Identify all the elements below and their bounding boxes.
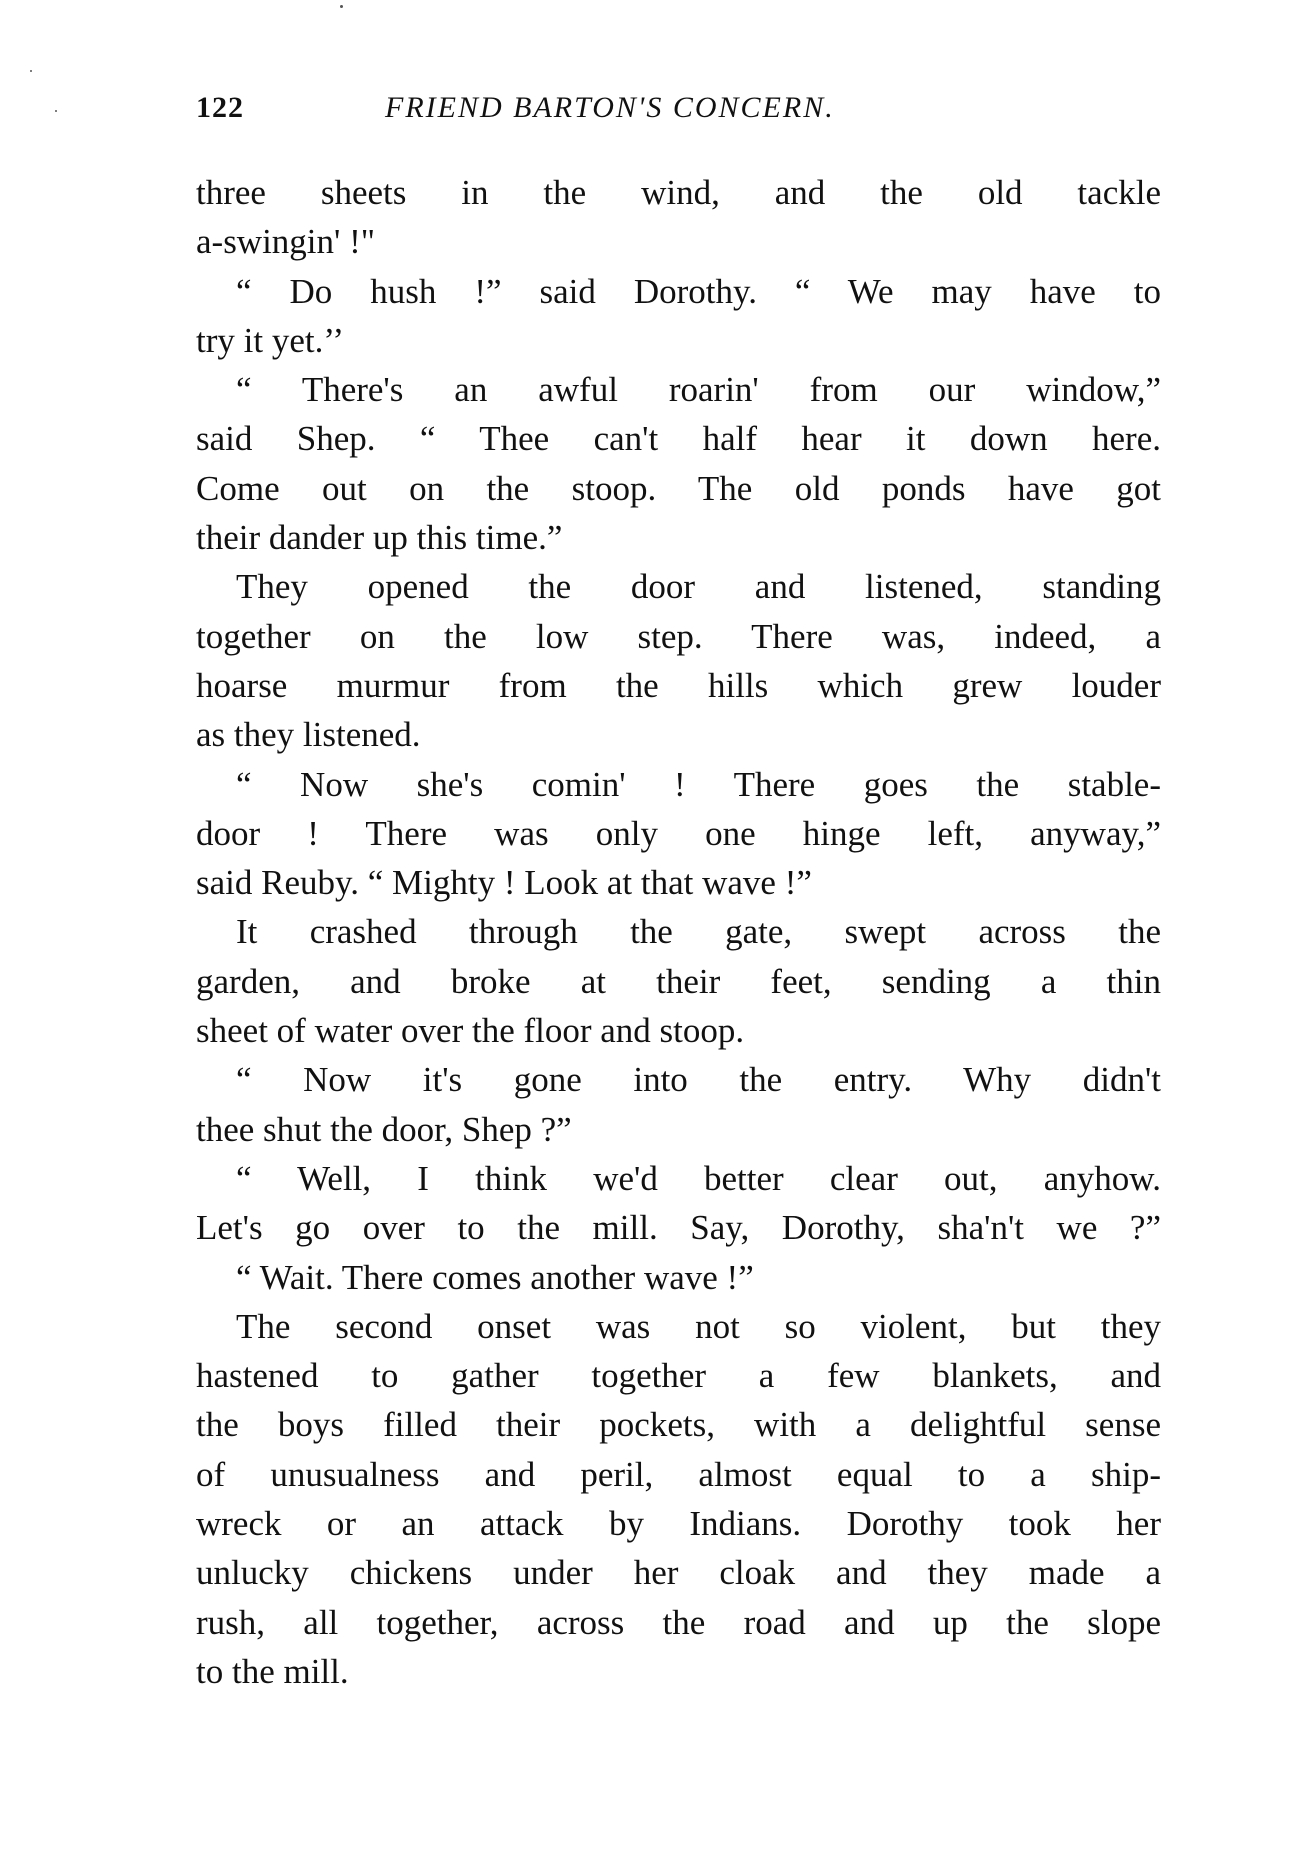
text-line: as they listened. — [196, 715, 421, 755]
ink-speck — [340, 5, 343, 8]
text-line: a-swingin' !" — [196, 222, 376, 262]
text-line: “ Now it's gone into the entry. Why didn't — [236, 1060, 1161, 1100]
text-line: “ Now she's comin' ! There goes the stable- — [236, 764, 1161, 804]
text-line: “ Well, I think we'd better clear out, anyhow. — [236, 1158, 1161, 1198]
text-line: try it yet.’’ — [196, 320, 345, 360]
text-line: Let's go over to the mill. Say, Dorothy, sha'n't we ?” — [196, 1208, 1161, 1248]
text-line: wreck or an attack by Indians. Dorothy took her — [196, 1504, 1161, 1544]
text-line: of unusualness and peril, almost equal to a ship- — [196, 1454, 1161, 1494]
text-line: door ! There was only one hinge left, anyway,” — [196, 813, 1161, 853]
text-line: thee shut the door, Shep ?” — [196, 1109, 572, 1149]
page-number: 122 — [196, 91, 244, 124]
text-line: three sheets in the wind, and the old tackle — [196, 173, 1161, 212]
text-line: It crashed through the gate, swept across the — [236, 912, 1161, 952]
text-line: hoarse murmur from the hills which grew louder — [196, 665, 1161, 705]
text-line: They opened the door and listened, standing — [236, 567, 1161, 607]
ink-speck — [30, 70, 32, 72]
text-line: to the mill. — [196, 1651, 349, 1691]
ink-speck — [55, 110, 57, 112]
text-line: rush, all together, across the road and up the slope — [196, 1602, 1161, 1642]
text-line: garden, and broke at their feet, sending a thin — [196, 961, 1161, 1001]
text-line: said Reuby. “ Mighty ! Look at that wave !” — [196, 863, 812, 903]
running-title: FRIEND BARTON'S CONCERN. — [385, 91, 835, 124]
text-line: their dander up this time.” — [196, 518, 563, 558]
text-line: Come out on the stoop. The old ponds have got — [196, 468, 1161, 508]
text-line: The second onset was not so violent, but they — [236, 1306, 1161, 1346]
text-line: “ Do hush !” said Dorothy. “ We may have to — [236, 271, 1161, 311]
text-line: the boys filled their pockets, with a delightful sense — [196, 1405, 1161, 1445]
text-line: hastened to gather together a few blankets, and — [196, 1356, 1161, 1396]
text-line: unlucky chickens under her cloak and they made a — [196, 1553, 1161, 1593]
text-line: together on the low step. There was, indeed, a — [196, 616, 1161, 656]
text-line: sheet of water over the floor and stoop. — [196, 1011, 745, 1051]
body-text — [196, 168, 1161, 1696]
text-line: “ There's an awful roarin' from our window,” — [236, 370, 1161, 410]
text-line: “ Wait. There comes another wave !” — [236, 1257, 754, 1297]
text-line: said Shep. “ Thee can't half hear it down here. — [196, 419, 1161, 459]
